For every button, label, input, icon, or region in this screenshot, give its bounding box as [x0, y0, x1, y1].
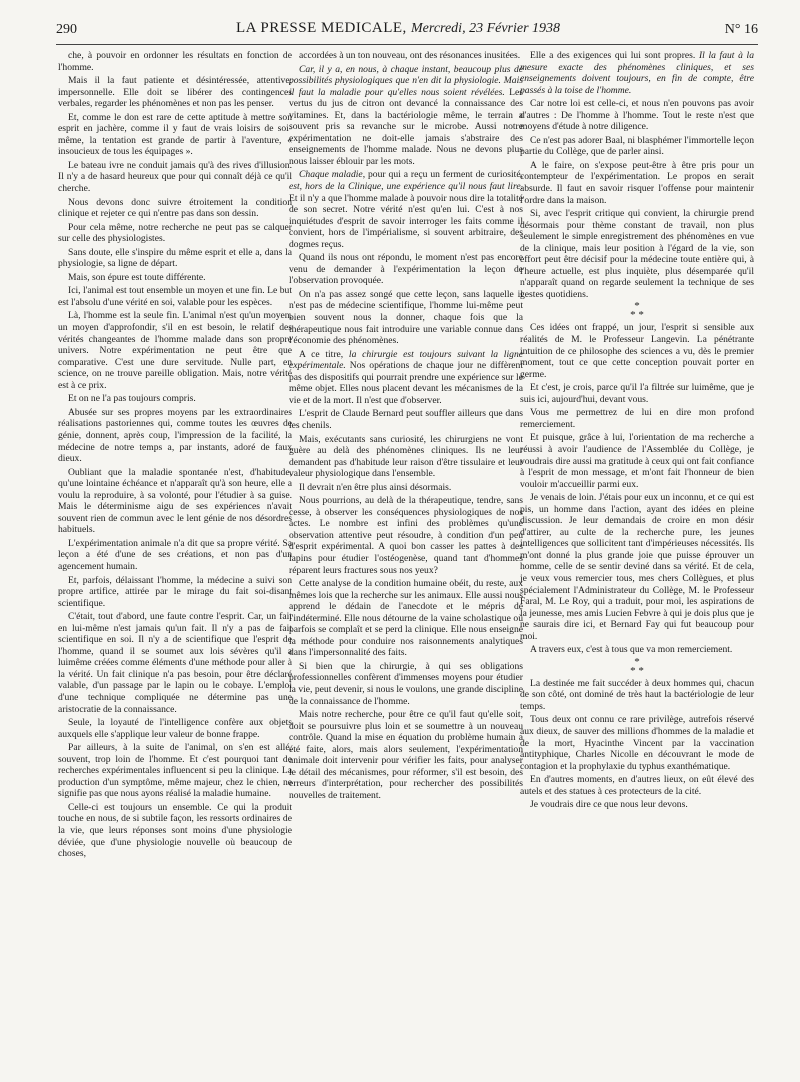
- paragraph: Pour cela même, notre recherche ne peut pas se calquer sur celle des physiologistes.: [58, 221, 292, 245]
- paragraph: L'esprit de Claude Bernard peut souffler ailleurs que dans les chenils.: [289, 408, 523, 431]
- paragraph: Il devrait n'en être plus ainsi désormais.: [299, 481, 452, 493]
- paragraph: Le bateau ivre ne conduit jamais qu'à des rives d'illusion. Il n'y a de hasard heureux que pour qui connaît déjà ce qu'il cherche.: [58, 159, 292, 195]
- paragraph: Abusée sur ses propres moyens par les extraordinaires réalisations pastoriennes qui, comme toutes les œuvres de génie, donnent, après coup, l'impression de la facilité, la médecine de notre temps a, par instants, adoré de faux dieux.: [58, 406, 292, 465]
- paragraph: Mais, son épure est toute différente.: [68, 271, 206, 283]
- paragraph: Nous devons donc suivre étroitement la condition clinique et rejeter ce qui n'entre pas dans son dessin.: [58, 196, 292, 220]
- paragraph: Mais, exécutants sans curiosité, les chirurgiens ne vont guère au delà des phénomènes cliniques. Ils ne leur demandent pas d'habitude leur raison d'être tissulaire et leur valeur physiologique dans l'ensemble.: [289, 433, 523, 480]
- paragraph: Je venais de loin. J'étais pour eux un inconnu, et ce qui est pis, un homme dans l'action, ayant des idées en pleine discussion. Je leur demandais de croire en mon désir d'attirer, au culte de la recherche pure, les jeunes intelligences que sollicitent tant d'impérieuses nécessités. Ils m'ont donné la plus grande joie que puisse éprouver un homme, celle de se sentir deviné dans sa vérité. Et de cela, je veux vous remercier tous, mes chers Collègues, et plus spécialement l'Administrateur du Collège, M. le Professeur Faral, M. Le Roy, qui a traduit, pour moi, les aspirations de la jeunesse, mes amis Lucien Febvre à qui je dois plus que je ne saurais dire ici, et Bernard Fay qui fut beaucoup pour moi.: [520, 492, 754, 642]
- text-column-2: [289, 50, 523, 1060]
- paragraph: Si, avec l'esprit critique qui convient, la chirurgie prend désormais pour thème constant de travail, non plus seulement le simple enregistrement des phénomènes en vue de la clinique, mais leur position à l'égard de la vie, son effort peut être décisif pour la médecine toute entière qui, à l'heure actuelle, est plus inquiète, plus désemparée qu'il n'apparaît quand on regarde seulement la technique de ses gestes quotidiens.: [520, 208, 754, 300]
- page-header: [56, 20, 758, 45]
- paragraph: A ce titre, la chirurgie est toujours suivant la ligne expérimentale. Nos opérations de chaque jour ne diffèrent pas des dispositifs qui pourrait prendre une expérience sur le même objet. Elles nous placent devant les mécanismes de la vie et de la mort. Il n'est que d'observer.: [289, 348, 523, 406]
- paragraph: Chaque maladie, pour qui a reçu un ferment de curiosité, est, hors de la Clinique, une expérience qu'il nous faut lire. Et il n'y a que l'homme malade à pouvoir nous dire la totalité de son secret. Notre vérité n'est qu'en lui. C'est à nos inquiétudes d'esprit de savoir interroger les faits comme il convient, hors de l'impérialisme, si souvent arbitraire, des dogmes reçus.: [289, 169, 523, 250]
- paragraph: Car notre loi est celle-ci, et nous n'en pouvons pas avoir d'autres : De l'homme à l'homme. Tout le reste n'est que moyens d'étude à notre diligence.: [520, 98, 754, 133]
- paragraph: Cette analyse de la condition humaine obéit, du reste, aux mêmes lois que la recherche sur les animaux. Elle aussi nous apprend le dédain de l'anecdote et le mépris de l'indéterminé. Elle nous détourne de la vaine scholastique où parfois se complaît et se perd la clinique. Elle nous enseigne la méthode pour conduire nos raisonnements analytiques dans l'impersonnalité des faits.: [289, 578, 523, 659]
- paragraph: Ici, l'animal est tout ensemble un moyen et une fin. Le but est l'absolu d'une vérité en soi, valable pour les espèces.: [58, 285, 292, 308]
- paragraph: Celle-ci est toujours un ensemble. Ce qui la produit touche en nous, de si subtile façon, les ressorts ordinaires de la vie, que leurs réponses sont moins d'une physiologie déviée, que d'une physiologie nouvelle où beaucoup de choses,: [58, 801, 292, 860]
- paragraph: En d'autres moments, en d'autres lieux, on eût élevé des autels et des statues à ces protecteurs de la cité.: [520, 774, 754, 797]
- paragraph: La destinée me fait succéder à deux hommes qui, chacun de son côté, ont dominé de très haut la bactériologie de leur temps.: [520, 677, 754, 712]
- paragraph: che, à pouvoir en ordonner les résultats en fonction de l'homme.: [58, 50, 292, 73]
- text-column-1: [58, 50, 292, 1060]
- journal-name: LA PRESSE MEDICALE,: [236, 20, 407, 36]
- paragraph: Ce n'est pas adorer Baal, ni blasphémer l'immortelle leçon partie du Collège, que de parler ainsi.: [520, 134, 754, 158]
- paragraph: Nous pourrions, au delà de la thérapeutique, tendre, sans cesse, à observer les conséquences physiologiques de nos actes. Le nombre est infini des problèmes qu'une observation attentive peut résoudre, à condition d'un peu d'esprit expérimental. A quoi bon casser les pattes à des lapins pour étudier l'ostéogenèse, quand tant d'hommes réparent leurs fractures sous nos yeux?: [289, 495, 523, 576]
- issue-number: N° 16: [724, 22, 758, 37]
- paragraph: Vous me permettrez de lui en dire mon profond remerciement.: [520, 407, 754, 430]
- section-separator: * * *: [630, 655, 644, 677]
- page-number: 290: [56, 22, 77, 37]
- paragraph: Et on ne l'a pas toujours compris.: [68, 393, 196, 405]
- paragraph: Et, comme le don est rare de cette aptitude à mettre son esprit en jachère, comme il y faut de vrais loisirs de soi-même, la tentation est grande de partir à l'aventure, « insoucieux de tous les équipages ».: [58, 111, 292, 158]
- paragraph: Car, il y a, en nous, à chaque instant, beaucoup plus de possibilités physiologiques que n'en dit la physiologie. Mais il faut la maladie pour qu'elles nous soient révélées. Les vertus du jus de citron ont devancé la connaissance des vitamines. Et, dans la bactériologie même, le terrain a souvent pris sa revanche sur le microbe. Aussi notre expérimentation ne doit-elle jamais s'abstraire des enseignements de l'homme malade. Nous ne devons plus nous laisser éblouir par les mots.: [289, 63, 523, 167]
- paragraph: Là, l'homme est la seule fin. L'animal n'est qu'un moyen, un moyen d'approfondir, s'il en est besoin, le relatif des vérités changeantes de l'homme malade dans son propre univers. Notre expérimentation ne peut être que comparative. C'est une dure servitude. Nulle part, en science, on ne trouve pareille obligation. Mais, notre vérité est à ce prix.: [58, 310, 292, 391]
- paragraph: Mais notre recherche, pour être ce qu'il faut qu'elle soit, doit se poursuivre plus loin et se soumettre à un nouveau contrôle. Quand la mise en équation du problème humain a été faite, alors, mais alors seulement, l'expérimentation animale doit intervenir pour vérifier les faits, pour analyser le détail des mécanismes, pour réformer, s'il est besoin, des erreurs d'interprétation, pour rechercher des possibilités nouvelles de traitement.: [289, 709, 523, 801]
- paragraph: Par ailleurs, à la suite de l'animal, on s'en est allé, souvent, trop loin de l'homme. Et c'est pourquoi tant de recherches expérimentales influencent si peu la clinique. La production d'un symptôme, même majeur, chez le chien, ne signifie pas que nous ayons réalisé la maladie humaine.: [58, 742, 292, 800]
- paragraph: Ces idées ont frappé, un jour, l'esprit si sensible aux réalités de M. le Professeur Langevin. La pénétrante intuition de ce philosophe des sciences a vu, dès le premier moment, tout ce que cette conception pouvait porter en germe.: [520, 322, 754, 380]
- paragraph: C'était, tout d'abord, une faute contre l'esprit. Car, un fait en lui-même n'est jamais qu'un fait. Il n'y a pas de fait scientifique en soi. Il n'y a de scientifique que l'esprit de l'homme, quand il se soumet aux lois sévères qu'il a luimême créées comme éléments d'une méthode pour aller à la vérité. Un fait clinique n'a pas besoin, pour être déclaré valable, d'un passage par le lapin ou le cobaye. L'emploi d'une technique compliquée ne détermine pas une aristocratie de la connaissance.: [58, 611, 292, 715]
- paragraph: Quand ils nous ont répondu, le moment n'est pas encore venu de demander à l'expérimentation la leçon de l'observation provoquée.: [289, 252, 523, 287]
- text-column-3: [520, 50, 754, 1060]
- paragraph: Et c'est, je crois, parce qu'il l'a filtrée sur luimême, que je suis ici, aujourd'hui, devant vous.: [520, 382, 754, 405]
- paragraph: Et, parfois, délaissant l'homme, la médecine a suivi son propre artifice, attirée par le mirage du fait soi-disant scientifique.: [58, 574, 292, 609]
- paragraph: Tous deux ont connu ce rare privilège, autrefois réservé aux dieux, de sauver des millions d'hommes de la maladie et de la mort, Hyacinthe Vincent par la vaccination antityphique, Charles Nicolle en découvrant le mode de contagion et la prophylaxie du typhus exanthématique.: [520, 714, 754, 772]
- paragraph: Mais il la faut patiente et désintéressée, attentive, impersonnelle. Elle doit se libérer des contingences verbales, regarder les phénomènes et non pas les penser.: [58, 75, 292, 110]
- paragraph: Seule, la loyauté de l'intelligence confère aux objets auxquels elle s'applique leur valeur de bonne frappe.: [58, 717, 292, 740]
- paragraph: Si bien que la chirurgie, à qui ses obligations professionnelles confèrent d'immenses moyens pour étudier la vie, peut devenir, si nous le voulons, une grande discipline de la connaissance de l'homme.: [289, 660, 523, 707]
- paragraph: Elle a des exigences qui lui sont propres. Il la faut à la mesure exacte des phénomènes cliniques, et ses enseignements doivent toujours, en fin de compte, être passés à la toise de l'homme.: [520, 50, 754, 96]
- section-separator: * * *: [630, 300, 644, 322]
- issue-date: Mercredi, 23 Février 1938: [411, 21, 561, 36]
- paragraph: Je voudrais dire ce que nous leur devons.: [530, 799, 688, 811]
- paragraph: A travers eux, c'est à tous que va mon remerciement.: [530, 644, 733, 656]
- paragraph: Et puisque, grâce à lui, l'orientation de ma recherche a réussi à avoir l'audience de l'Assemblée du Collège, je voudrais dire aussi ma gratitude à ceux qui ont fait confiance à l'esprit de mon message, et m'ont fait l'honneur de bien vouloir m'accueillir parmi eux.: [520, 432, 754, 490]
- journal-title: [236, 20, 560, 37]
- paragraph: accordées à un ton nouveau, ont des résonances inusitées.: [299, 50, 521, 61]
- paragraph: Sans doute, elle s'inspire du même esprit et elle a, dans la physiologie, sa ligne de départ.: [58, 246, 292, 270]
- paragraph: A le faire, on s'expose peut-être à être pris pour un contempteur de l'expérimentation. Le propos en serait absurde. Il faut en savoir risquer l'offense pour maintenir l'ordre dans la maison.: [520, 159, 754, 206]
- paragraph: Oubliant que la maladie spontanée n'est, d'habitude, qu'une lointaine échéance et n'apparaît qu'à son heure, elle a voulu la reproduire, à sa volonté, pour l'étudier à sa guise. Mais le déterminisme aigu de ses expériences n'avait souvent rien de commun avec le lent génie de nos désordres habituels.: [58, 466, 292, 536]
- paragraph: On n'a pas assez songé que cette leçon, sans laquelle il n'est pas de médecine scientifique, l'homme lui-même peut bien souvent nous la donner, chaque fois que la thérapeutique nous fait introduire une variable connue dans l'économie des phénomènes.: [289, 288, 523, 347]
- paragraph: L'expérimentation animale n'a dit que sa propre vérité. Sa leçon a été d'une de ses créations, et non pas d'un agencement humain.: [58, 537, 292, 572]
